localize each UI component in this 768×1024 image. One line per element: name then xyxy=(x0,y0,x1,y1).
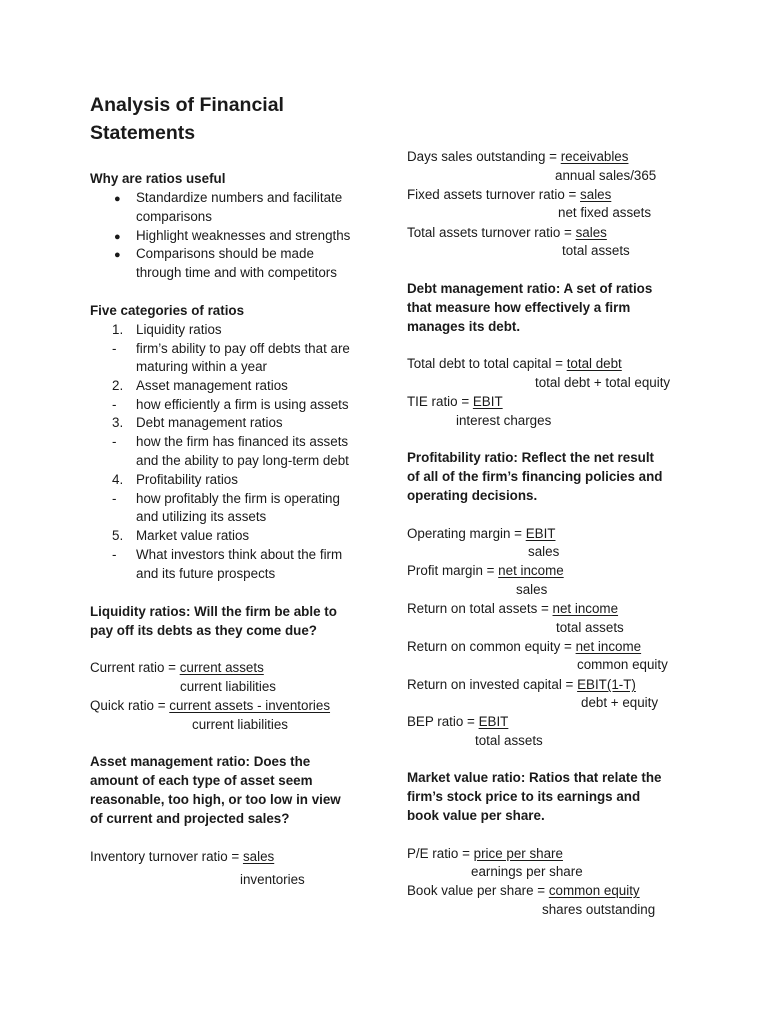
return-on-total-assets-denominator: total assets xyxy=(556,620,624,635)
quick-ratio-label: Quick ratio = xyxy=(90,698,170,713)
return-on-total-assets-formula xyxy=(407,600,618,619)
tie-ratio-label: TIE ratio = xyxy=(407,394,473,409)
tie-ratio-denominator: interest charges xyxy=(456,413,552,428)
current-ratio-label: Current ratio = xyxy=(90,660,180,675)
debt-heading-line-1: Debt management ratio: A set of ratios xyxy=(407,281,653,296)
fixed-assets-turnover-denominator: net fixed assets xyxy=(558,205,652,220)
total-assets-turnover-formula xyxy=(407,224,607,243)
bep-ratio-numerator: EBIT xyxy=(478,714,509,729)
category-5-desc-line-1: What investors think about the firm xyxy=(136,547,343,562)
current-ratio-formula xyxy=(90,659,264,678)
return-on-invested-capital-formula xyxy=(407,676,636,695)
debt-to-capital-denominator: total debt + total equity xyxy=(535,375,671,390)
category-4-desc-line-1: how profitably the firm is operating xyxy=(136,491,340,506)
list-number: 3. xyxy=(112,415,124,430)
return-on-total-assets-label: Return on total assets = xyxy=(407,601,553,616)
return-on-common-equity-formula xyxy=(407,638,641,657)
inventory-turnover-denominator: inventories xyxy=(240,872,305,887)
operating-margin-formula xyxy=(407,525,555,544)
why-heading: Why are ratios useful xyxy=(90,171,226,186)
quick-ratio-formula xyxy=(90,697,330,716)
return-on-common-equity-denominator: common equity xyxy=(577,657,668,672)
liquidity-heading-line-1: Liquidity ratios: Will the firm be able to xyxy=(90,604,337,619)
dso-denominator: annual sales/365 xyxy=(555,168,657,183)
pe-ratio-formula xyxy=(407,845,563,864)
book-value-label: Book value per share = xyxy=(407,883,549,898)
return-on-invested-capital-numerator: EBIT(1-T) xyxy=(577,677,636,692)
profitability-heading-line-1: Profitability ratio: Reflect the net result xyxy=(407,450,655,465)
category-4-desc-line-2: and utilizing its assets xyxy=(136,509,267,524)
list-number: 4. xyxy=(112,472,124,487)
quick-ratio-denominator: current liabilities xyxy=(192,717,289,732)
debt-to-capital-label: Total debt to total capital = xyxy=(407,356,567,371)
dash-marker: - xyxy=(112,434,117,449)
bullet-icon: ● xyxy=(114,231,121,243)
total-assets-turnover-denominator: total assets xyxy=(562,243,630,258)
operating-margin-denominator: sales xyxy=(528,544,560,559)
list-number: 5. xyxy=(112,528,124,543)
asset-mgmt-heading-line-1: Asset management ratio: Does the xyxy=(90,754,311,769)
asset-mgmt-heading-line-2: amount of each type of asset seem xyxy=(90,773,313,788)
debt-to-capital-formula xyxy=(407,355,622,374)
total-assets-turnover-label: Total assets turnover ratio = xyxy=(407,225,576,240)
dso-label: Days sales outstanding = xyxy=(407,149,561,164)
dso-numerator: receivables xyxy=(560,149,629,164)
operating-margin-numerator: EBIT xyxy=(525,526,556,541)
dash-marker: - xyxy=(112,547,117,562)
inventory-turnover-numerator: sales xyxy=(242,849,275,864)
pe-ratio-denominator: earnings per share xyxy=(471,864,583,879)
bep-ratio-formula xyxy=(407,713,508,732)
dash-marker: - xyxy=(112,341,117,356)
market-value-heading-line-3: book value per share. xyxy=(407,808,545,823)
asset-mgmt-heading-line-3: reasonable, too high, or too low in view xyxy=(90,792,341,807)
pe-ratio-numerator: price per share xyxy=(473,846,563,861)
category-1-desc-line-2: maturing within a year xyxy=(136,359,267,374)
market-value-heading-line-1: Market value ratio: Ratios that relate the xyxy=(407,770,662,785)
profit-margin-denominator: sales xyxy=(516,582,548,597)
return-on-invested-capital-label: Return on invested capital = xyxy=(407,677,578,692)
dash-marker: - xyxy=(112,397,117,412)
tie-ratio-formula xyxy=(407,393,503,412)
book-value-numerator: common equity xyxy=(548,883,640,898)
return-on-total-assets-numerator: net income xyxy=(552,601,619,616)
category-2: Asset management ratios xyxy=(136,378,288,393)
debt-to-capital-numerator: total debt xyxy=(566,356,622,371)
why-bullet-1-line-1: Standardize numbers and facilitate xyxy=(136,190,343,205)
quick-ratio-numerator: current assets - inventories xyxy=(169,698,331,713)
liquidity-heading-line-2: pay off its debts as they come due? xyxy=(90,623,317,638)
dso-formula xyxy=(407,148,628,167)
category-4: Profitability ratios xyxy=(136,472,238,487)
current-ratio-denominator: current liabilities xyxy=(180,679,277,694)
list-number: 1. xyxy=(112,322,124,337)
profit-margin-numerator: net income xyxy=(498,563,564,578)
category-3: Debt management ratios xyxy=(136,415,283,430)
bullet-icon: ● xyxy=(114,249,121,261)
category-1-desc-line-1: firm’s ability to pay off debts that are xyxy=(136,341,350,356)
category-5: Market value ratios xyxy=(136,528,250,543)
book-value-denominator: shares outstanding xyxy=(542,902,656,917)
list-number: 2. xyxy=(112,378,124,393)
five-categories-heading: Five categories of ratios xyxy=(90,303,245,318)
why-bullet-3-line-1: Comparisons should be made xyxy=(136,246,314,261)
inventory-turnover-label: Inventory turnover ratio = xyxy=(90,849,243,864)
fixed-assets-turnover-formula xyxy=(407,186,611,205)
category-5-desc-line-2: and its future prospects xyxy=(136,566,276,581)
book-value-formula xyxy=(407,882,640,901)
current-ratio-numerator: current assets xyxy=(179,660,264,675)
profitability-heading-line-2: of all of the firm’s financing policies and xyxy=(407,469,663,484)
debt-heading-line-2: that measure how effectively a firm xyxy=(407,300,631,315)
market-value-heading-line-2: firm’s stock price to its earnings and xyxy=(407,789,641,804)
category-3-desc-line-2: and the ability to pay long-term debt xyxy=(136,453,349,468)
return-on-invested-capital-denominator: debt + equity xyxy=(581,695,659,710)
total-assets-turnover-numerator: sales xyxy=(575,225,607,240)
dash-marker: - xyxy=(112,491,117,506)
bep-ratio-label: BEP ratio = xyxy=(407,714,479,729)
profit-margin-formula xyxy=(407,562,564,581)
profit-margin-label: Profit margin = xyxy=(407,563,499,578)
category-1: Liquidity ratios xyxy=(136,322,222,337)
return-on-common-equity-label: Return on common equity = xyxy=(407,639,576,654)
document-title-line-2: Statements xyxy=(90,122,196,144)
why-bullet-1-line-2: comparisons xyxy=(136,209,212,224)
category-2-desc: how efficiently a firm is using assets xyxy=(136,397,349,412)
asset-mgmt-heading-line-4: of current and projected sales? xyxy=(90,811,290,826)
fixed-assets-turnover-label: Fixed assets turnover ratio = xyxy=(407,187,581,202)
profitability-heading-line-3: operating decisions. xyxy=(407,488,538,503)
bep-ratio-denominator: total assets xyxy=(475,733,543,748)
tie-ratio-numerator: EBIT xyxy=(472,394,503,409)
category-3-desc-line-1: how the firm has financed its assets xyxy=(136,434,349,449)
fixed-assets-turnover-numerator: sales xyxy=(580,187,612,202)
return-on-common-equity-numerator: net income xyxy=(575,639,642,654)
why-bullet-3-line-2: through time and with competitors xyxy=(136,265,337,280)
why-bullet-2: Highlight weaknesses and strengths xyxy=(136,228,351,243)
bullet-icon: ● xyxy=(114,193,121,205)
operating-margin-label: Operating margin = xyxy=(407,526,526,541)
pe-ratio-label: P/E ratio = xyxy=(407,846,474,861)
document-title-line-1: Analysis of Financial xyxy=(90,94,284,116)
debt-heading-line-3: manages its debt. xyxy=(407,319,521,334)
inventory-turnover-formula xyxy=(90,848,274,867)
